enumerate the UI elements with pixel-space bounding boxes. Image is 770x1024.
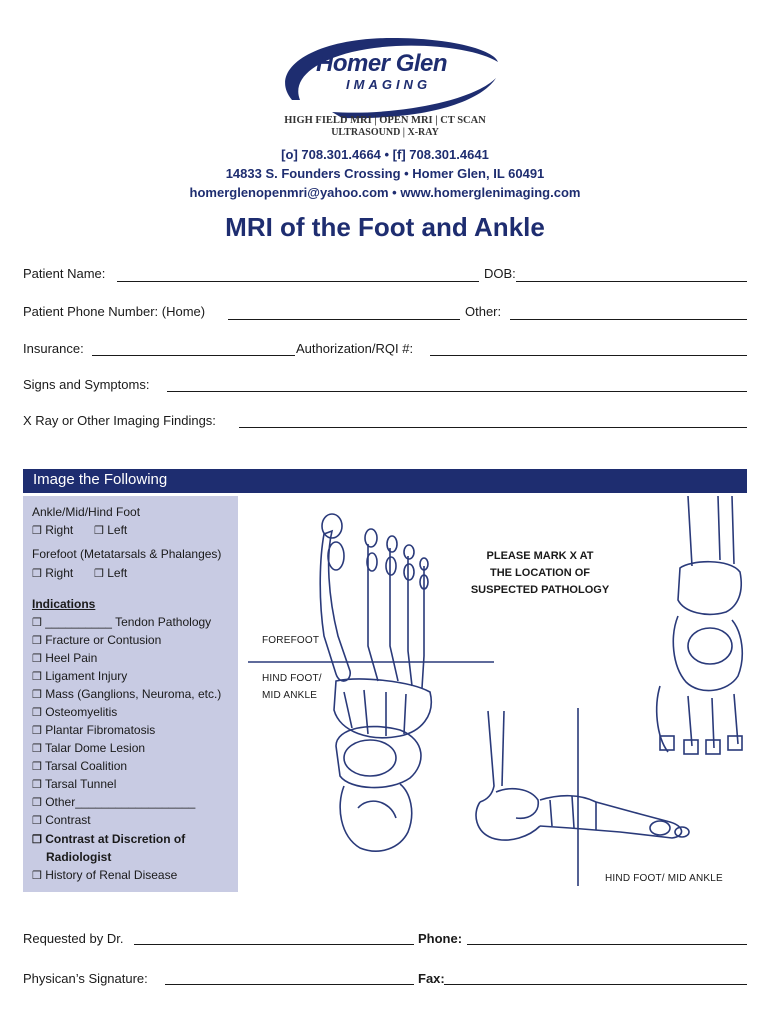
- checkbox-icon: ❒: [32, 653, 42, 665]
- indication-label: Osteomyelitis: [45, 705, 118, 719]
- anterior-ankle-drawing: [657, 496, 743, 754]
- indication-option[interactable]: [32, 795, 195, 809]
- indication-option[interactable]: [32, 687, 221, 701]
- hind-mid-ankle-label: HIND FOOT/ MID ANKLE: [605, 873, 723, 884]
- address: 14833 S. Founders Crossing • Homer Glen, IL 60491: [225, 166, 545, 181]
- contrast-discretion-label-2: Radiologist: [46, 850, 112, 864]
- checkbox-icon: ❒: [32, 725, 42, 737]
- mark-line-1: PLEASE MARK X AT: [486, 550, 594, 562]
- phone-fax: [o] 708.301.4664 • [f] 708.301.4641: [281, 147, 489, 162]
- other-phone-field[interactable]: [510, 319, 747, 320]
- fax-label: Fax:: [418, 971, 445, 986]
- logo-name: Homer Glen: [316, 50, 448, 77]
- other-phone-label: Other:: [465, 304, 502, 319]
- mark-instructions: [470, 548, 610, 599]
- forefoot-left-option[interactable]: [94, 566, 127, 580]
- insurance-field[interactable]: [92, 355, 295, 356]
- page-title: MRI of the Foot and Ankle: [225, 212, 545, 242]
- indication-label: Other__________________: [45, 795, 196, 809]
- phone-home-field[interactable]: [228, 319, 460, 320]
- checkbox-icon: ❒: [32, 635, 42, 647]
- email-website: homerglenopenmri@yahoo.com • www.homerglenimaging.com: [189, 185, 581, 200]
- xray-findings-label: X Ray or Other Imaging Findings:: [23, 413, 216, 428]
- mark-line-3: SUSPECTED PATHOLOGY: [470, 584, 610, 596]
- authorization-label: Authorization/RQI #:: [296, 341, 414, 356]
- indication-label: Fracture or Contusion: [45, 633, 162, 647]
- checkbox-icon: ❒: [94, 525, 104, 537]
- insurance-label: Insurance:: [23, 341, 84, 356]
- footer-phone-label: Phone:: [418, 931, 463, 946]
- indication-label: Ligament Injury: [45, 669, 128, 683]
- dorsal-foot-drawing: [320, 514, 431, 851]
- xray-findings-field[interactable]: [239, 427, 747, 428]
- indication-option[interactable]: [32, 633, 161, 647]
- left-label: Left: [107, 523, 128, 537]
- checkbox-icon: ❒: [32, 761, 42, 773]
- checkbox-icon: ❒: [32, 743, 42, 755]
- checkbox-icon: ❒: [32, 834, 42, 846]
- section-heading: Image the Following: [33, 471, 168, 488]
- requested-by-label: Requested by Dr.: [23, 931, 124, 946]
- left-label: Left: [107, 566, 128, 580]
- forefoot-right-option[interactable]: [32, 566, 73, 580]
- checkbox-icon: ❒: [94, 568, 104, 580]
- renal-disease-option[interactable]: [32, 868, 177, 882]
- dob-label: DOB:: [484, 266, 516, 281]
- contrast-discretion-label: Contrast at Discretion of: [45, 832, 186, 846]
- checkbox-icon: ❒: [32, 779, 42, 791]
- lateral-foot-drawing: [476, 711, 689, 840]
- indication-label: Mass (Ganglions, Neuroma, etc.): [45, 687, 222, 701]
- phone-home-label: Patient Phone Number: (Home): [23, 304, 206, 319]
- indication-option[interactable]: [32, 651, 97, 665]
- indication-label: Talar Dome Lesion: [45, 741, 146, 755]
- requested-by-field[interactable]: [134, 944, 414, 945]
- dob-field[interactable]: [516, 281, 747, 282]
- patient-name-field[interactable]: [117, 281, 479, 282]
- signature-label: Physican’s Signature:: [23, 971, 148, 986]
- renal-disease-label: History of Renal Disease: [45, 868, 178, 882]
- hindfoot-diagram-label-1: HIND FOOT/: [262, 673, 322, 684]
- indication-label: Tarsal Tunnel: [45, 777, 117, 791]
- services-line-2: ULTRASOUND | X-RAY: [331, 127, 439, 138]
- checkbox-icon: ❒: [32, 797, 42, 809]
- indication-label: Tarsal Coalition: [45, 759, 128, 773]
- right-label: Right: [45, 566, 74, 580]
- indication-label: Plantar Fibromatosis: [45, 723, 156, 737]
- logo-imaging: IMAGING: [346, 77, 432, 92]
- contrast-discretion-option[interactable]: [32, 832, 185, 846]
- checkbox-icon: ❒: [32, 568, 42, 580]
- tendon-label: Tendon Pathology: [111, 615, 212, 629]
- indication-option[interactable]: [32, 741, 145, 755]
- right-label: Right: [45, 523, 74, 537]
- checkbox-icon: ❒: [32, 617, 42, 629]
- checkbox-icon: ❒: [32, 689, 42, 701]
- forefoot-diagram-label: FOREFOOT: [262, 635, 320, 646]
- indications-heading: Indications: [32, 597, 96, 611]
- indication-label: Heel Pain: [45, 651, 98, 665]
- forefoot-label: Forefoot (Metatarsals & Phalanges): [32, 547, 222, 561]
- tendon-pathology-option[interactable]: [32, 615, 211, 629]
- ankle-label: Ankle/Mid/Hind Foot: [32, 505, 141, 519]
- authorization-field[interactable]: [430, 355, 747, 356]
- signs-symptoms-field[interactable]: [167, 391, 747, 392]
- tendon-blank: __________: [45, 615, 112, 629]
- indication-option[interactable]: [32, 759, 127, 773]
- patient-name-label: Patient Name:: [23, 266, 106, 281]
- ankle-left-option[interactable]: [94, 523, 127, 537]
- indication-label: Contrast: [45, 813, 91, 827]
- services-line-1: HIGH FIELD MRI | OPEN MRI | CT SCAN: [284, 115, 486, 126]
- checkbox-icon: ❒: [32, 815, 42, 827]
- indication-option[interactable]: [32, 777, 116, 791]
- fax-field[interactable]: [444, 984, 747, 985]
- indication-option[interactable]: [32, 669, 127, 683]
- hindfoot-diagram-label-2: MID ANKLE: [262, 690, 318, 701]
- mark-line-2: THE LOCATION OF: [489, 567, 590, 579]
- indication-option[interactable]: [32, 705, 117, 719]
- ankle-right-option[interactable]: [32, 523, 73, 537]
- checkbox-icon: ❒: [32, 671, 42, 683]
- indication-option[interactable]: [32, 813, 91, 827]
- checkbox-icon: ❒: [32, 525, 42, 537]
- signature-field[interactable]: [165, 984, 414, 985]
- footer-phone-field[interactable]: [467, 944, 747, 945]
- signs-symptoms-label: Signs and Symptoms:: [23, 377, 150, 392]
- checkbox-icon: ❒: [32, 870, 42, 882]
- checkbox-icon: ❒: [32, 707, 42, 719]
- indication-option[interactable]: [32, 723, 155, 737]
